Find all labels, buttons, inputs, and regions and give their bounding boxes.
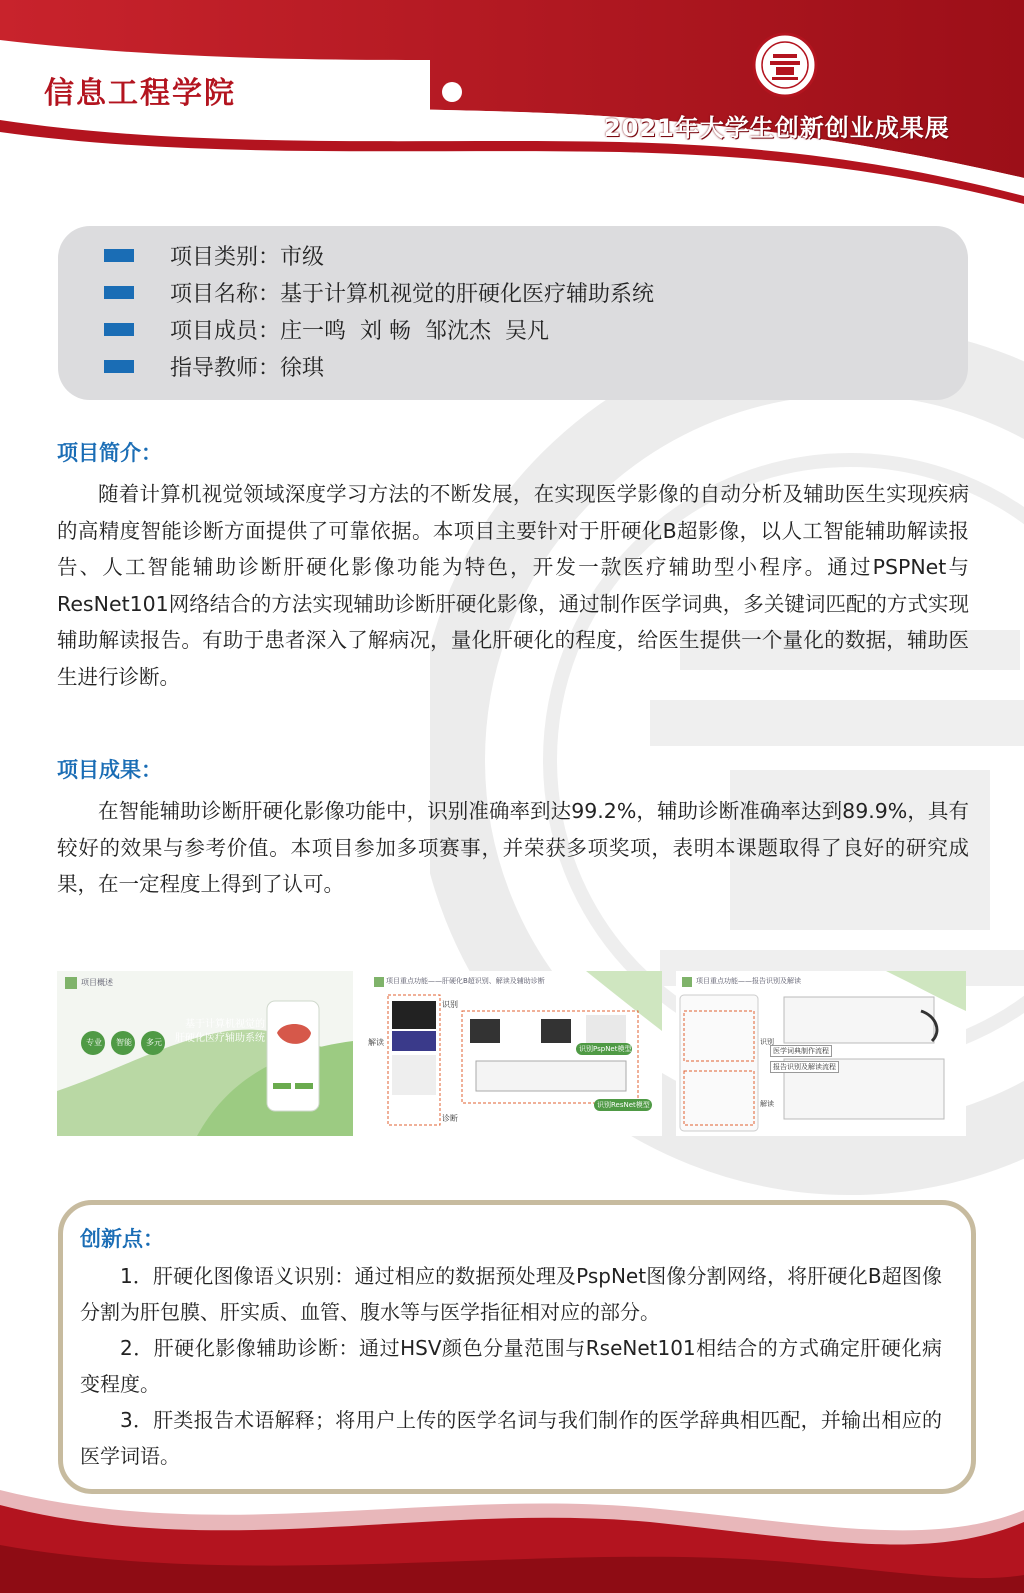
overview-graphic [57,971,353,1136]
overview-circle-2: 智能 [116,1038,132,1047]
screenshot-overview [57,971,353,1136]
dot [442,82,462,102]
overview-circle-3: 多元 [146,1038,162,1047]
innovation-item-3: 3．肝类报告术语解释；将用户上传的医学名词与我们制作的医学辞典相匹配，并输出相应的医学词语。 [80,1408,942,1468]
info-text: 指导教师：徐琪 [170,355,325,381]
dot [384,104,400,120]
intro-title: 项目简介： [57,441,162,465]
info-row-name [104,277,654,307]
info-text: 项目名称：基于计算机视觉的肝硬化医疗辅助系统 [170,281,655,307]
info-text: 项目类别：市级 [170,244,325,270]
results-title: 项目成果： [57,758,162,782]
department-name: 信息工程学院 [44,76,236,111]
innovation-title: 创新点： [80,1227,164,1251]
dot [370,97,380,107]
diagnosis-badge-pspnet: 识别PspNet模型 [579,1045,632,1053]
info-row-members [104,314,549,344]
bullet-icon [104,249,134,262]
screenshot-report [676,971,966,1136]
exhibition-title: 2021年大学生创新创业成果展 [604,114,950,142]
university-logo-icon [752,32,818,98]
diagnosis-tag: 项目重点功能——肝硬化B超识别、解读及辅助诊断 [386,977,545,985]
report-label-interpret: 解读 [760,1100,774,1108]
overview-heading-1: 基于计算机视觉的 [185,1019,265,1030]
screenshot-diagnosis [366,971,662,1136]
innovation-item-1: 1．肝硬化图像语义识别：通过相应的数据预处理及PspNet图像分割网络，将肝硬化B超图像分割为肝包膜、肝实质、血管、腹水等与医学指征相对应的部分。 [80,1264,942,1324]
info-row-category [104,240,324,270]
overview-tag: 项目概述 [81,978,113,987]
diagnosis-label-identify: 识别 [442,1000,458,1009]
info-text: 项目成员：庄一鸣 刘 畅 邹沈杰 吴凡 [170,318,549,344]
innovation-item-2: 2．肝硬化影像辅助诊断：通过HSV颜色分量范围与RseNet101相结合的方式确定肝硬化病变程度。 [80,1336,942,1396]
diagnosis-badge-resnet: 识别ResNet模型 [597,1101,650,1109]
report-label-dict: 医学词典制作流程 [770,1045,832,1057]
report-label-flow: 报告识别及解读流程 [770,1061,839,1073]
overview-circle-1: 专业 [86,1038,102,1047]
bullet-icon [104,360,134,373]
diagnosis-label-diagnose: 诊断 [442,1114,458,1123]
bullet-icon [104,286,134,299]
report-tag: 项目重点功能——报告识别及解读 [696,977,801,985]
dot [412,104,424,116]
results-body: 在智能辅助诊断肝硬化影像功能中，识别准确率到达99.2%，辅助诊断准确率达到89.9%，具有较好的效果与参考价值。本项目参加多项赛事，并荣获多项奖项，表明本课题取得了良好的研究成果，在一定程度上得到了认可。 [57,799,969,896]
dot [350,77,364,91]
bullet-icon [104,323,134,336]
overview-heading-2: 肝硬化医疗辅助系统 [175,1033,265,1044]
report-label-identify: 识别 [760,1038,774,1046]
diagnosis-label-interpret: 解读 [368,1038,384,1047]
info-row-advisor [104,351,324,381]
intro-body: 随着计算机视觉领域深度学习方法的不断发展，在实现医学影像的自动分析及辅助医生实现疾病的高精度智能诊断方面提供了可靠依据。本项目主要针对于肝硬化B超影像，以人工智能辅助解读报告、人工智能辅助诊断肝硬化影像功能为特色，开发一款医疗辅助型小程序。通过PSPNet与ResNet101网络结合的方法实现辅助诊断肝硬化影像，通过制作医学词典，多关键词匹配的方式实现辅助解读报告。有助于患者深入了解病况，量化肝硬化的程度，给医生提供一个量化的数据，辅助医生进行诊断。 [57,482,969,689]
